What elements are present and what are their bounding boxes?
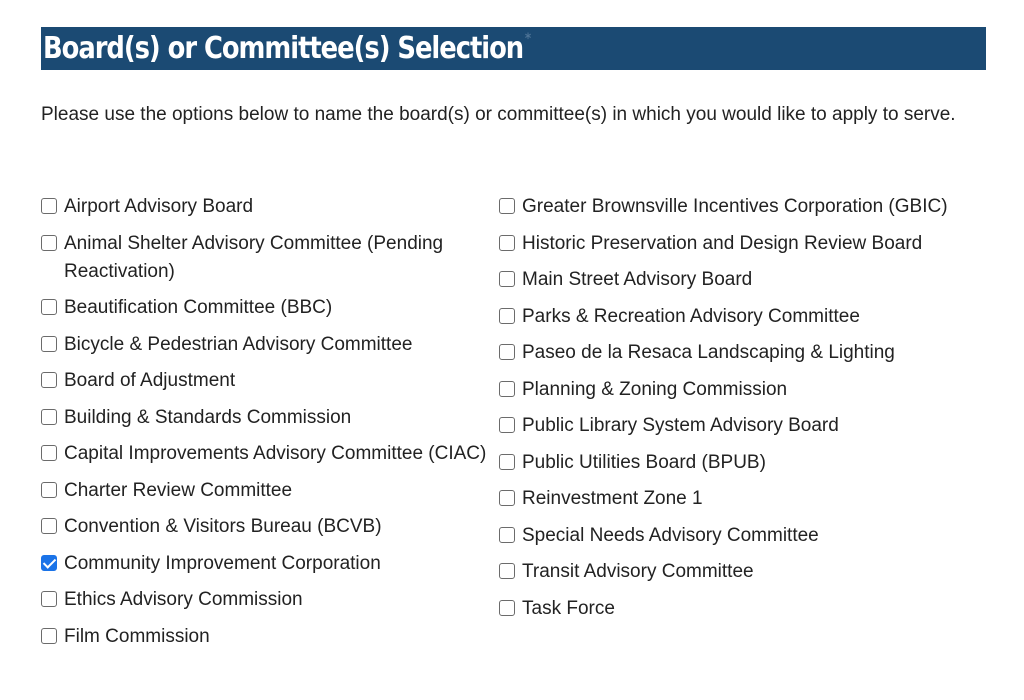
checkbox-option-charter-review-committee[interactable] [41, 477, 491, 505]
checkbox-option-film-commission[interactable] [41, 623, 491, 651]
checkbox-option-public-utilities-board-bpub[interactable] [499, 449, 949, 477]
checkbox-label[interactable]: Beautification Committee (BBC) [64, 297, 333, 318]
checkbox[interactable] [499, 417, 515, 433]
checkbox-option-parks-and-recreation-advisory-committee[interactable] [499, 303, 949, 331]
checkbox[interactable] [499, 600, 515, 616]
checkbox-label[interactable]: Public Library System Advisory Board [522, 415, 839, 436]
checkbox-label[interactable]: Community Improvement Corporation [64, 552, 381, 574]
checkbox-option-public-library-system-advisory-board[interactable] [499, 412, 949, 440]
checkbox-option-special-needs-advisory-committee[interactable] [499, 522, 949, 550]
checkbox-label[interactable]: Building & Standards Commission [64, 406, 352, 428]
checkbox-label[interactable]: Task Force [522, 597, 615, 619]
required-marker: * [524, 31, 531, 47]
checkbox-option-planning-and-zoning-commission[interactable] [499, 376, 949, 404]
checkbox-label[interactable]: Charter Review Committee [64, 479, 293, 501]
checkbox[interactable] [41, 299, 57, 315]
checkbox[interactable] [499, 527, 515, 543]
checkbox[interactable] [499, 271, 515, 287]
checkbox[interactable] [41, 482, 57, 498]
checkbox-label[interactable]: Bicycle & Pedestrian Advisory Committee [64, 333, 413, 355]
checkbox[interactable] [499, 308, 515, 324]
checkbox-option-board-of-adjustment[interactable] [41, 367, 491, 395]
options-column-left [41, 193, 491, 659]
checkbox-label[interactable]: Film Commission [64, 625, 210, 647]
checkbox-label[interactable]: Paseo de la Resaca Landscaping & Lighting [522, 342, 895, 363]
checkbox-label[interactable]: Reinvestment Zone 1 [522, 488, 703, 509]
checkbox-label[interactable]: Planning & Zoning Commission [522, 378, 788, 400]
checkbox[interactable] [41, 628, 57, 644]
section-title [43, 31, 530, 66]
checkbox-option-main-street-advisory-board[interactable] [499, 266, 949, 294]
checkbox-option-task-force[interactable] [499, 595, 949, 623]
checkbox-label[interactable]: Convention & Visitors Bureau (BCVB) [64, 516, 382, 537]
section-title-text: Board(s) or Committee(s) Selection [43, 31, 524, 66]
checkbox-checked[interactable] [41, 555, 57, 571]
checkbox[interactable] [41, 591, 57, 607]
checkbox-label[interactable]: Special Needs Advisory Committee [522, 524, 819, 546]
checkbox-option-historic-preservation-and-design-review-board[interactable] [499, 230, 949, 258]
checkbox-label[interactable]: Transit Advisory Committee [522, 561, 754, 582]
checkbox[interactable] [499, 198, 515, 214]
checkbox[interactable] [499, 563, 515, 579]
checkbox-label[interactable]: Capital Improvements Advisory Committee (CIAC) [64, 443, 487, 464]
checkbox-label[interactable]: Board of Adjustment [64, 370, 236, 391]
checkbox[interactable] [499, 235, 515, 251]
checkbox-option-greater-brownsville-incentives-corporation-gbic[interactable] [499, 193, 949, 221]
checkbox-label[interactable]: Greater Brownsville Incentives Corporation (GBIC) [522, 196, 948, 217]
checkbox-option-convention-and-visitors-bureau-bcvb[interactable] [41, 513, 491, 541]
instructions-text: Please use the options below to name the board(s) or committee(s) in which you would like to apply to serve. [41, 104, 956, 125]
checkbox[interactable] [41, 198, 57, 214]
checkbox[interactable] [41, 518, 57, 534]
checkbox[interactable] [41, 235, 57, 251]
checkbox[interactable] [499, 344, 515, 360]
section-header [41, 27, 986, 70]
checkbox-option-building-and-standards-commission[interactable] [41, 404, 491, 432]
checkbox-label[interactable]: Main Street Advisory Board [522, 269, 753, 290]
checkbox[interactable] [41, 445, 57, 461]
checkbox-label[interactable]: Ethics Advisory Commission [64, 589, 303, 610]
checkbox-label[interactable]: Animal Shelter Advisory Committee (Pending Reactivation) [64, 232, 444, 282]
checkbox-option-transit-advisory-committee[interactable] [499, 558, 949, 586]
checkbox-option-community-improvement-corporation[interactable] [41, 550, 491, 578]
checkbox[interactable] [499, 381, 515, 397]
checkbox[interactable] [41, 336, 57, 352]
checkbox[interactable] [499, 490, 515, 506]
checkbox-option-beautification-committee-bbc[interactable] [41, 294, 491, 322]
checkbox-option-airport-advisory-board[interactable] [41, 193, 491, 221]
checkbox-option-ethics-advisory-commission[interactable] [41, 586, 491, 614]
checkbox[interactable] [41, 372, 57, 388]
checkbox-label[interactable]: Public Utilities Board (BPUB) [522, 451, 766, 473]
checkbox-option-paseo-de-la-resaca-landscaping-and-lighting[interactable] [499, 339, 949, 367]
checkbox-option-bicycle-and-pedestrian-advisory-committee[interactable] [41, 331, 491, 359]
checkbox[interactable] [499, 454, 515, 470]
checkbox-label[interactable]: Historic Preservation and Design Review Board [522, 232, 923, 254]
checkbox[interactable] [41, 409, 57, 425]
checkbox-option-reinvestment-zone-1[interactable] [499, 485, 949, 513]
checkbox-label[interactable]: Parks & Recreation Advisory Committee [522, 305, 860, 327]
options-column-right [499, 193, 949, 631]
checkbox-label[interactable]: Airport Advisory Board [64, 196, 254, 217]
checkbox-option-animal-shelter-advisory-committee-pending-reactivation[interactable] [41, 230, 491, 286]
checkbox-option-capital-improvements-advisory-committee-ciac[interactable] [41, 440, 491, 468]
